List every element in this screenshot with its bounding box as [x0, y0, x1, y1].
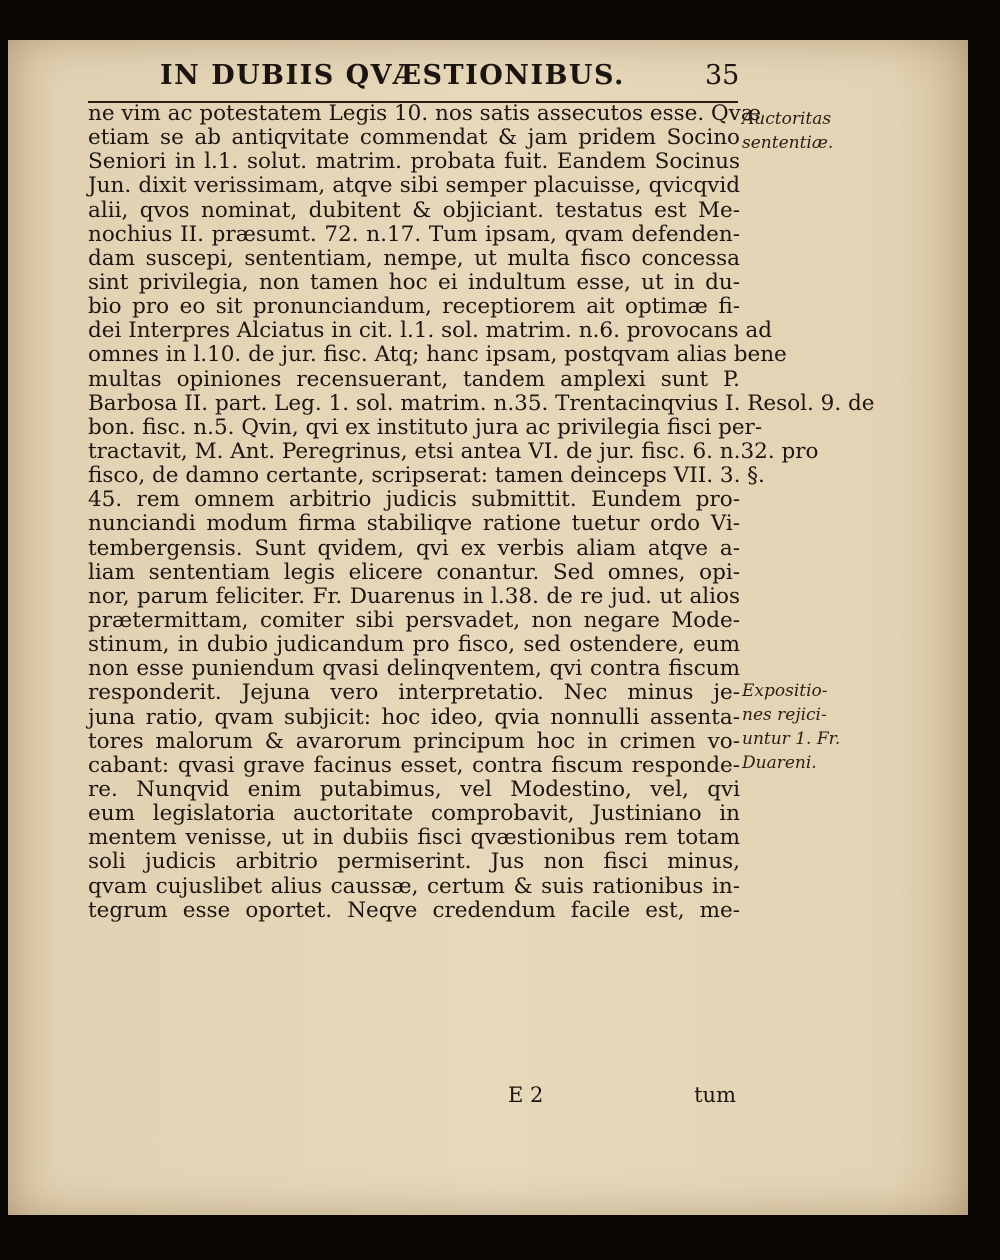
page-footer — [88, 1083, 740, 1111]
text-line: cabant: qvasi grave facinus esset, contra fiscum responde- — [88, 752, 740, 778]
text-line: tores malorum & avarorum principum hoc in crimen vo- — [88, 728, 740, 754]
margin-note-line: Expositio- — [742, 681, 828, 701]
text-line: juna ratio, qvam subjicit: hoc ideo, qvia nonnulli assenta- — [88, 704, 740, 730]
text-line: fisco, de damno certante, scripserat: tamen deinceps VII. 3. §. — [88, 463, 765, 489]
page-number: 35 — [705, 60, 740, 91]
margin-note-line: Duareni. — [742, 753, 817, 773]
text-line: etiam se ab antiqvitate commendat & jam pridem Socino — [88, 125, 740, 151]
text-line: omnes in l.10. de jur. fisc. Atq; hanc ipsam, postqvam alias bene — [88, 342, 787, 368]
text-line: sint privilegia, non tamen hoc ei indultum esse, ut in du- — [88, 269, 740, 295]
margin-note-auctoritas — [742, 107, 833, 155]
text-line: dam suscepi, sententiam, nempe, ut multa fisco concessa — [88, 245, 740, 271]
margin-note-line: untur 1. Fr. — [742, 729, 841, 749]
signature-mark: E 2 — [508, 1083, 544, 1107]
text-line: bon. fisc. n.5. Qvin, qvi ex instituto jura ac privilegia fisci per- — [88, 414, 763, 440]
text-line: responderit. Jejuna vero interpretatio. Nec minus je- — [88, 680, 740, 706]
text-line: alii, qvos nominat, dubitent & objiciant. testatus est Me- — [88, 197, 740, 223]
text-line: dei Interpres Alciatus in cit. l.1. sol. matrim. n.6. provocans ad — [88, 318, 772, 344]
running-head: IN DUBIIS QVÆSTIONIBUS. — [160, 60, 625, 91]
text-line: bio pro eo sit pronunciandum, receptiorem ait optimæ fi- — [88, 294, 740, 320]
text-line: tegrum esse oportet. Neqve credendum facile est, me- — [88, 897, 740, 923]
text-line: stinum, in dubio judicandum pro fisco, sed ostendere, eum — [88, 632, 740, 658]
text-line: ne vim ac potestatem Legis 10. nos satis assecutos esse. Qvæ — [88, 101, 762, 126]
text-line: eum legislatoria auctoritate comprobavit, Justiniano in — [88, 801, 740, 827]
text-line: Jun. dixit verissimam, atqve sibi semper placuisse, qvicqvid — [88, 173, 740, 199]
text-line: re. Nunqvid enim putabimus, vel Modestino, vel, qvi — [88, 776, 740, 802]
catchword: tum — [694, 1083, 736, 1107]
text-line: tractavit, M. Ant. Peregrinus, etsi antea VI. de jur. fisc. 6. n.32. pro — [88, 438, 819, 464]
text-line: Barbosa II. part. Leg. 1. sol. matrim. n.35. Trentacinqvius I. Resol. 9. de — [88, 390, 875, 416]
text-line: qvam cujuslibet alius caussæ, certum & suis rationibus in- — [88, 873, 740, 899]
margin-note-line: Auctoritas — [742, 109, 832, 129]
margin-note-expositiones — [742, 679, 840, 775]
text-line: multas opiniones recensuerant, tandem amplexi sunt P. — [88, 366, 740, 392]
text-line: nunciandi modum firma stabiliqve ratione tuetur ordo Vi- — [88, 511, 740, 537]
text-line: prætermittam, comiter sibi persvadet, non negare Mode- — [88, 607, 740, 633]
text-line: tembergensis. Sunt qvidem, qvi ex verbis aliam atqve a- — [88, 535, 740, 561]
text-line: nor, parum feliciter. Fr. Duarenus in l.38. de re jud. ut alios — [88, 583, 740, 609]
text-line: 45. rem omnem arbitrio judicis submittit. Eundem pro- — [88, 487, 740, 513]
text-line: non esse puniendum qvasi delinqventem, qvi contra fiscum — [88, 656, 740, 682]
text-line: nochius II. præsumt. 72. n.17. Tum ipsam, qvam defenden- — [88, 221, 740, 247]
text-line: Seniori in l.1. solut. matrim. probata fuit. Eandem Socinus — [88, 149, 740, 175]
text-line: mentem venisse, ut in dubiis fisci qvæstionibus rem totam — [88, 825, 740, 851]
margin-note-line: nes rejici- — [742, 705, 827, 725]
text-line: soli judicis arbitrio permiserint. Jus non fisci minus, — [88, 849, 740, 875]
margin-note-line: sententiæ. — [742, 133, 834, 153]
text-line: liam sententiam legis elicere conantur. Sed omnes, opi- — [88, 559, 740, 585]
